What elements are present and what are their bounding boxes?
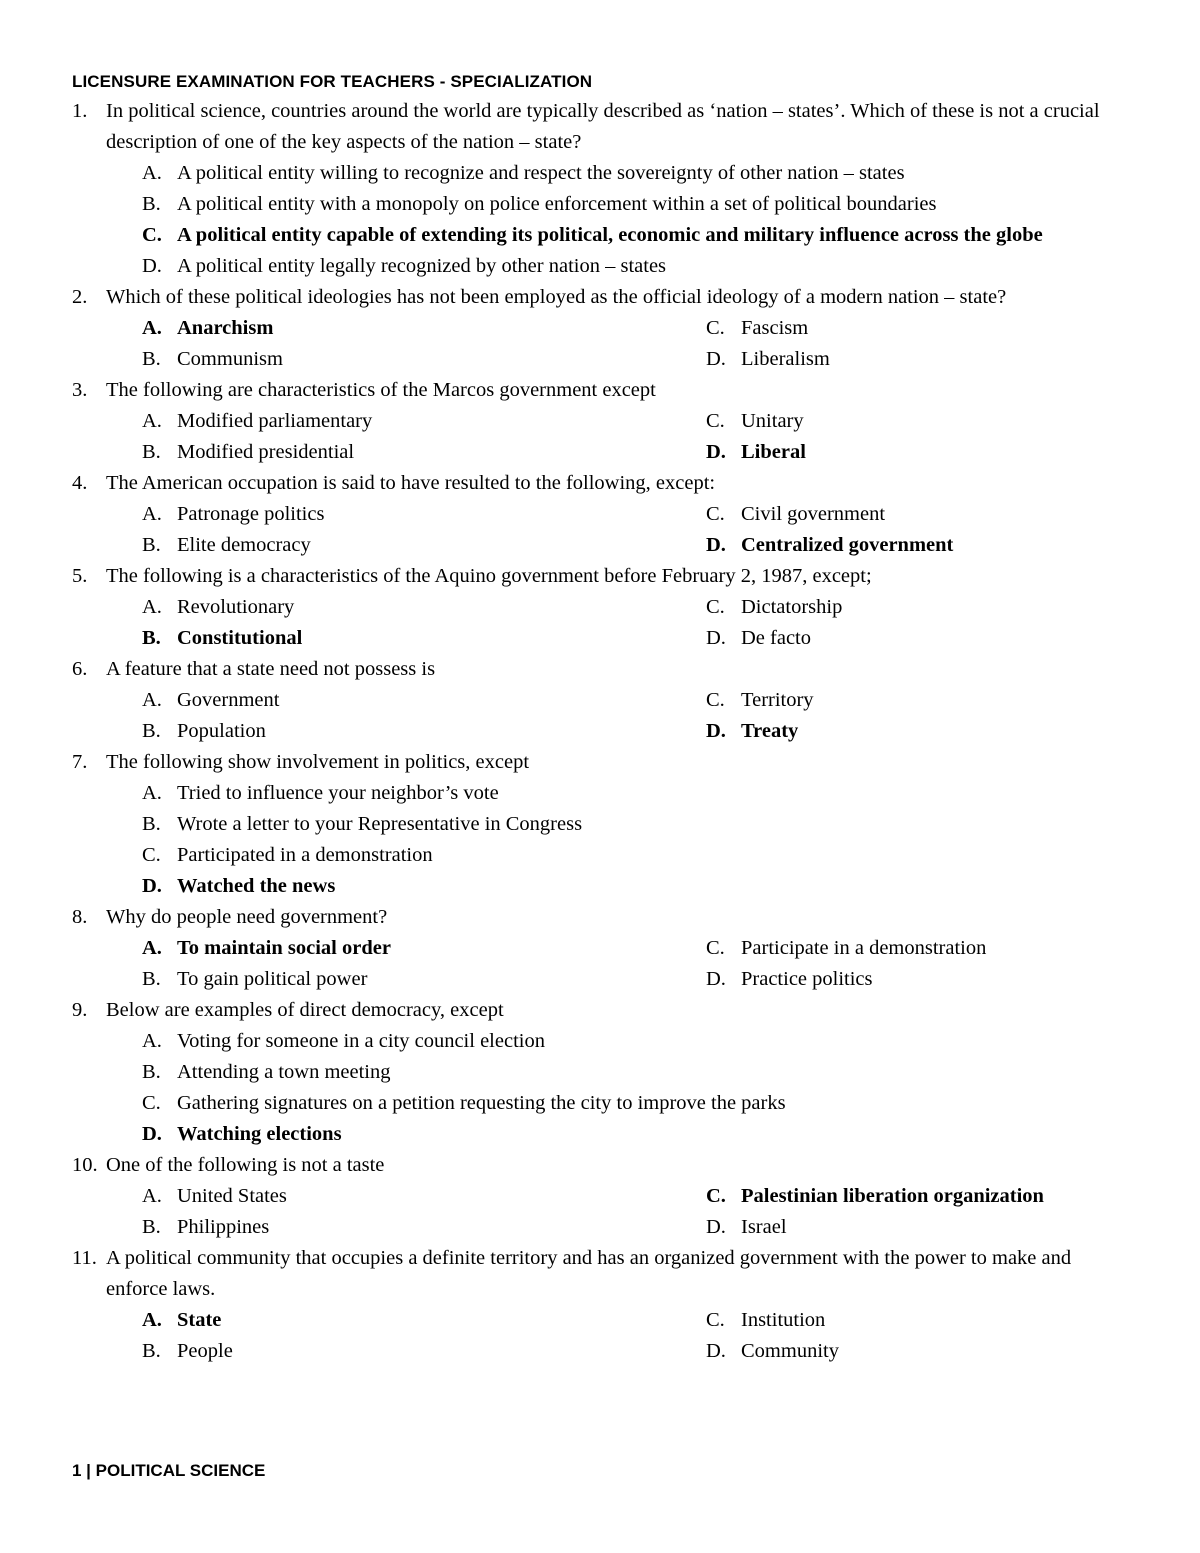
option xyxy=(142,964,706,995)
question-4 xyxy=(72,468,1132,499)
question-text: The following is a characteristics of the Aquino government before February 2, 1987, except; xyxy=(106,565,872,587)
option-text: Practice politics xyxy=(741,968,873,990)
question-text: The American occupation is said to have resulted to the following, except: xyxy=(106,472,716,494)
option-letter: D. xyxy=(706,534,726,556)
option-letter: A. xyxy=(142,503,162,525)
option-text: Government xyxy=(177,689,280,711)
option-text: Institution xyxy=(741,1309,826,1331)
option-letter: D. xyxy=(142,1123,162,1145)
option-text: Constitutional xyxy=(177,627,303,649)
option xyxy=(706,313,1132,344)
question-number: 1. xyxy=(72,100,88,122)
option-answer xyxy=(142,871,1132,902)
option-letter: A. xyxy=(142,596,162,618)
option-text: Participate in a demonstration xyxy=(741,937,987,959)
option-text: Anarchism xyxy=(177,317,274,339)
option-text: Community xyxy=(741,1340,839,1362)
option-letter: B. xyxy=(142,1216,161,1238)
option-text: Palestinian liberation organization xyxy=(741,1185,1044,1207)
option-letter: C. xyxy=(142,844,161,866)
question-1 xyxy=(72,96,1132,158)
option-letter: A. xyxy=(142,1185,162,1207)
option-letter: C. xyxy=(706,1185,726,1207)
option-letter: B. xyxy=(142,627,161,649)
option-letter: B. xyxy=(142,348,161,370)
question-number: 8. xyxy=(72,906,88,928)
option-letter: B. xyxy=(142,720,161,742)
option-text: People xyxy=(177,1340,233,1362)
option xyxy=(142,1057,1132,1088)
option xyxy=(706,1336,1132,1367)
question-number: 3. xyxy=(72,379,88,401)
question-number: 4. xyxy=(72,472,88,494)
question-10 xyxy=(72,1150,1132,1181)
option xyxy=(142,251,1132,282)
option-text: Centralized government xyxy=(741,534,954,556)
option-letter: D. xyxy=(706,720,726,742)
option-text: Elite democracy xyxy=(177,534,311,556)
option-text: Israel xyxy=(741,1216,787,1238)
options-grid xyxy=(72,1181,1132,1243)
option xyxy=(142,406,706,437)
option xyxy=(142,158,1132,189)
option xyxy=(706,623,1132,654)
option-text: Gathering signatures on a petition requesting the city to improve the parks xyxy=(177,1092,786,1114)
option-letter: A. xyxy=(142,317,162,339)
option-letter: A. xyxy=(142,410,162,432)
option-letter: C. xyxy=(706,596,725,618)
option xyxy=(706,344,1132,375)
option-letter: D. xyxy=(706,627,726,649)
option-letter: A. xyxy=(142,937,162,959)
question-2 xyxy=(72,282,1132,313)
question-5 xyxy=(72,561,1132,592)
option-text: Watched the news xyxy=(177,875,336,897)
option xyxy=(706,933,1132,964)
option-answer xyxy=(706,1181,1132,1212)
question-list xyxy=(72,96,1132,1367)
option-letter: D. xyxy=(706,1340,726,1362)
option-text: Territory xyxy=(741,689,814,711)
option xyxy=(142,437,706,468)
option-text: Watching elections xyxy=(177,1123,342,1145)
option-text: Wrote a letter to your Representative in Congress xyxy=(177,813,583,835)
option xyxy=(142,809,1132,840)
option-text: A political entity willing to recognize and respect the sovereignty of other nation – states xyxy=(177,162,905,184)
option-text: To gain political power xyxy=(177,968,368,990)
option xyxy=(142,499,706,530)
option xyxy=(142,840,1132,871)
question-text: Why do people need government? xyxy=(106,906,388,928)
option-letter: B. xyxy=(142,441,161,463)
question-text: A political community that occupies a definite territory and has an organized government with the power to make and enforce laws. xyxy=(106,1247,1072,1300)
option-letter: D. xyxy=(142,255,162,277)
question-text: Which of these political ideologies has not been employed as the official ideology of a modern nation – state? xyxy=(106,286,1007,308)
option-answer xyxy=(142,1305,706,1336)
options-grid xyxy=(72,592,1132,654)
option-text: Dictatorship xyxy=(741,596,843,618)
option-letter: D. xyxy=(706,968,726,990)
question-text: In political science, countries around the world are typically described as ‘nation – states’. Which of these is not a crucial description of one of the key aspects of the nation – state? xyxy=(106,100,1100,153)
question-text: The following are characteristics of the Marcos government except xyxy=(106,379,656,401)
option xyxy=(142,344,706,375)
option-text: Patronage politics xyxy=(177,503,325,525)
option-text: Revolutionary xyxy=(177,596,295,618)
option xyxy=(142,592,706,623)
options-list xyxy=(72,158,1132,282)
question-text: Below are examples of direct democracy, except xyxy=(106,999,504,1021)
option xyxy=(142,1181,706,1212)
option-letter: C. xyxy=(706,317,725,339)
option-text: Participated in a demonstration xyxy=(177,844,433,866)
option-letter: B. xyxy=(142,1340,161,1362)
option xyxy=(706,1305,1132,1336)
option-text: Tried to influence your neighbor’s vote xyxy=(177,782,499,804)
option xyxy=(142,1212,706,1243)
option-text: Liberal xyxy=(741,441,806,463)
option-text: Attending a town meeting xyxy=(177,1061,391,1083)
question-text: A feature that a state need not possess is xyxy=(106,658,436,680)
options-list xyxy=(72,778,1132,902)
document-header: LICENSURE EXAMINATION FOR TEACHERS - SPECIALIZATION xyxy=(72,72,593,91)
option-answer xyxy=(706,530,1132,561)
option-letter: C. xyxy=(706,1309,725,1331)
option-text: Voting for someone in a city council election xyxy=(177,1030,545,1052)
question-text: One of the following is not a taste xyxy=(106,1154,385,1176)
option-answer xyxy=(142,220,1132,251)
option-letter: B. xyxy=(142,193,161,215)
option-letter: C. xyxy=(142,1092,161,1114)
option xyxy=(142,1336,706,1367)
option-text: To maintain social order xyxy=(177,937,391,959)
option-text: Unitary xyxy=(741,410,804,432)
option-answer xyxy=(142,623,706,654)
option-answer xyxy=(142,313,706,344)
option-text: A political entity legally recognized by other nation – states xyxy=(177,255,667,277)
option-text: State xyxy=(177,1309,222,1331)
option-answer xyxy=(142,1119,1132,1150)
question-8 xyxy=(72,902,1132,933)
question-number: 11. xyxy=(72,1247,97,1269)
option-answer xyxy=(706,437,1132,468)
option-text: Liberalism xyxy=(741,348,830,370)
question-number: 6. xyxy=(72,658,88,680)
options-grid xyxy=(72,313,1132,375)
option xyxy=(706,406,1132,437)
option-letter: B. xyxy=(142,813,161,835)
option xyxy=(706,685,1132,716)
question-number: 7. xyxy=(72,751,88,773)
question-text: The following show involvement in politics, except xyxy=(106,751,530,773)
question-11 xyxy=(72,1243,1132,1305)
option-text: Modified parliamentary xyxy=(177,410,373,432)
option xyxy=(706,1212,1132,1243)
option xyxy=(706,499,1132,530)
option-text: Modified presidential xyxy=(177,441,355,463)
question-number: 2. xyxy=(72,286,88,308)
question-number: 5. xyxy=(72,565,88,587)
question-9 xyxy=(72,995,1132,1026)
option-letter: C. xyxy=(706,689,725,711)
option-letter: C. xyxy=(706,937,725,959)
option xyxy=(142,778,1132,809)
question-7 xyxy=(72,747,1132,778)
option-text: Treaty xyxy=(741,720,799,742)
question-number: 9. xyxy=(72,999,88,1021)
option xyxy=(142,530,706,561)
option-text: De facto xyxy=(741,627,811,649)
question-6 xyxy=(72,654,1132,685)
option-letter: D. xyxy=(706,348,726,370)
option-letter: D. xyxy=(142,875,162,897)
options-grid xyxy=(72,1305,1132,1367)
option-letter: B. xyxy=(142,534,161,556)
question-3 xyxy=(72,375,1132,406)
option-text: Philippines xyxy=(177,1216,270,1238)
option-text: Fascism xyxy=(741,317,809,339)
options-grid xyxy=(72,685,1132,747)
option-letter: A. xyxy=(142,1309,162,1331)
options-grid xyxy=(72,499,1132,561)
option xyxy=(142,189,1132,220)
option-text: Civil government xyxy=(741,503,886,525)
option-text: A political entity with a monopoly on police enforcement within a set of political boundaries xyxy=(177,193,937,215)
option xyxy=(142,685,706,716)
option-letter: A. xyxy=(142,162,162,184)
option-letter: C. xyxy=(706,410,725,432)
page-footer: 1 | POLITICAL SCIENCE xyxy=(72,1461,266,1480)
option-text: A political entity capable of extending its political, economic and military influence across the globe xyxy=(177,224,1043,246)
option-letter: B. xyxy=(142,1061,161,1083)
option-letter: C. xyxy=(706,503,725,525)
option xyxy=(142,1088,1132,1119)
option xyxy=(706,964,1132,995)
option-text: United States xyxy=(177,1185,287,1207)
options-list xyxy=(72,1026,1132,1150)
option-letter: C. xyxy=(142,224,162,246)
options-grid xyxy=(72,933,1132,995)
option-answer xyxy=(142,933,706,964)
option-letter: D. xyxy=(706,441,726,463)
option-text: Communism xyxy=(177,348,283,370)
option-letter: D. xyxy=(706,1216,726,1238)
options-grid xyxy=(72,406,1132,468)
option-answer xyxy=(706,716,1132,747)
option-letter: A. xyxy=(142,782,162,804)
question-number: 10. xyxy=(72,1154,98,1176)
option-text: Population xyxy=(177,720,266,742)
option-letter: A. xyxy=(142,1030,162,1052)
option-letter: B. xyxy=(142,968,161,990)
option-letter: A. xyxy=(142,689,162,711)
option xyxy=(706,592,1132,623)
option xyxy=(142,1026,1132,1057)
option xyxy=(142,716,706,747)
